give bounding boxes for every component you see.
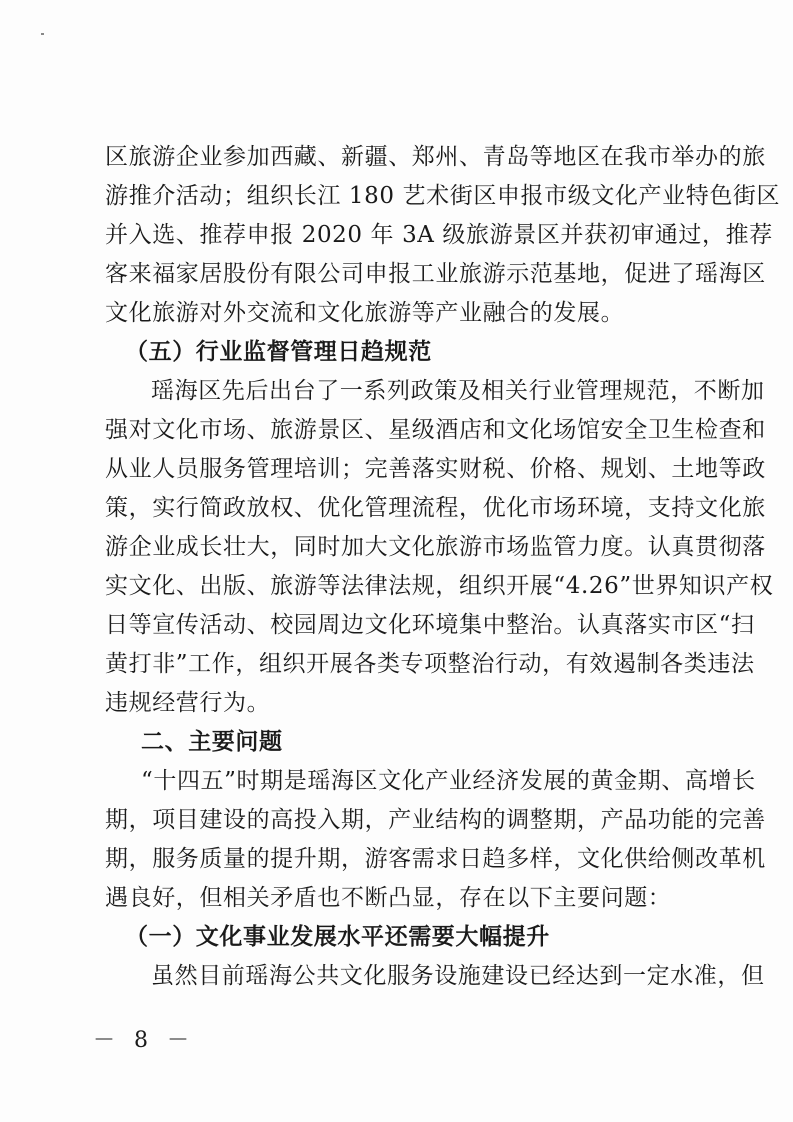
paragraph-line: 虽然目前瑶海公共文化服务设施建设已经达到一定水准，但 (151, 963, 765, 989)
paragraph-line: “十四五”时期是瑶海区文化产业经济发展的黄金期、高增长 (141, 768, 756, 794)
paragraph-line: 实文化、出版、旅游等法律法规，组织开展“4.26”世界知识产权 (105, 573, 774, 599)
paragraph-line: 强对文化市场、旅游景区、星级酒店和文化场馆安全卫生检查和 (105, 417, 766, 443)
page-number: － 8 － (93, 1028, 195, 1053)
paragraph-line: 瑶海区先后出台了一系列政策及相关行业管理规范，不断加 (151, 378, 765, 404)
document-body (105, 138, 781, 996)
paragraph-line: 黄打非”工作，组织开展各类专项整治行动，有效遏制各类违法 (105, 651, 755, 677)
section-heading-2: 二、主要问题 (141, 729, 283, 755)
section-heading-5: （五）行业监督管理日趋规范 (125, 339, 432, 365)
paragraph-line: 从业人员服务管理培训；完善落实财税、价格、规划、土地等政 (105, 456, 766, 482)
paragraph-line: 文化旅游对外交流和文化旅游等产业融合的发展。 (105, 300, 625, 326)
paragraph-line: 日等宣传活动、校园周边文化环境集中整治。认真落实市区“扫 (105, 612, 755, 638)
paragraph-line: 期，服务质量的提升期，游客需求日趋多样，文化供给侧改革机 (105, 846, 766, 872)
paragraph-line: 遇良好，但相关矛盾也不断凸显，存在以下主要问题： (105, 885, 672, 911)
scan-speck (41, 33, 44, 35)
paragraph-line: 并入选、推荐申报 2020 年 3A 级旅游景区并获初审通过，推荐 (105, 222, 773, 248)
paragraph-line: 期，项目建设的高投入期，产业结构的调整期，产品功能的完善 (105, 807, 766, 833)
paragraph-line: 游推介活动；组织长江 180 艺术街区申报市级文化产业特色街区 (105, 183, 781, 209)
paragraph-line: 游企业成长壮大，同时加大文化旅游市场监管力度。认真贯彻落 (105, 534, 766, 560)
section-heading-1: （一）文化事业发展水平还需要大幅提升 (125, 924, 550, 950)
paragraph-line: 区旅游企业参加西藏、新疆、郑州、青岛等地区在我市举办的旅 (105, 144, 766, 170)
paragraph-line: 违规经营行为。 (105, 690, 271, 716)
paragraph-line: 策，实行简政放权、优化管理流程，优化市场环境，支持文化旅 (105, 495, 766, 521)
paragraph-line: 客来福家居股份有限公司申报工业旅游示范基地，促进了瑶海区 (105, 261, 766, 287)
